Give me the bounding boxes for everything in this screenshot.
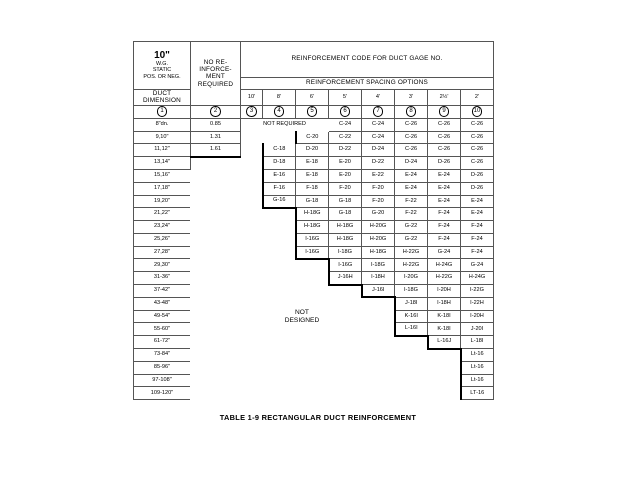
duct-dimension-cell: 37-42"	[134, 285, 191, 298]
reinforcement-code-cell: I-18H	[428, 297, 461, 310]
reinforcement-code-cell: G-18	[296, 195, 329, 208]
empty-cell	[362, 361, 395, 374]
duct-dimension-cell: 61-72"	[134, 336, 191, 349]
reinforcement-code-cell: G-24	[428, 246, 461, 259]
duct-dimension-cell: 17,18"	[134, 182, 191, 195]
empty-cell	[395, 361, 428, 374]
reinforcement-code-cell: K-18I	[428, 310, 461, 323]
reinforcement-code-cell: Lt-16	[461, 361, 494, 374]
reinforcement-code-cell: K-18I	[428, 323, 461, 336]
reinforcement-code-cell: C-26	[395, 118, 428, 131]
empty-cell	[241, 285, 263, 298]
reinforcement-code-cell: C-22	[329, 131, 362, 144]
empty-cell	[263, 285, 296, 298]
duct-dimension-cell: 13,14"	[134, 157, 191, 170]
reinforcement-code-cell: H-18G	[296, 221, 329, 234]
column-number-label: 3	[246, 106, 257, 117]
reinforcement-code-cell: J-16I	[362, 285, 395, 298]
table-row	[134, 361, 494, 374]
empty-cell	[329, 336, 362, 349]
reinforcement-code-cell: C-24	[362, 118, 395, 131]
column-number-label: 2	[210, 106, 221, 117]
reinforcement-code-cell: D-20	[296, 144, 329, 157]
empty-cell	[263, 361, 296, 374]
reinforcement-code-cell: C-26	[461, 144, 494, 157]
spacing-header: 8'	[263, 90, 296, 106]
static-line: POS. OR NEG.	[143, 73, 181, 80]
reinforcement-code-cell: D-26	[461, 169, 494, 182]
empty-cell	[296, 259, 329, 272]
reinforcement-code-cell: I-22G	[461, 285, 494, 298]
reinforcement-code-cell: H-18G	[329, 233, 362, 246]
reinforcement-code-cell: E-16	[263, 169, 296, 182]
table-row	[134, 131, 494, 144]
reinforcement-code-cell: H-24G	[461, 272, 494, 285]
empty-cell	[241, 374, 263, 387]
duct-dimension-cell: 19,20"	[134, 195, 191, 208]
duct-dimension-cell: 8"dn.	[134, 118, 191, 131]
reinforcement-code-cell: C-24	[329, 118, 362, 131]
no-reinforcement-cell: 0.85	[191, 118, 241, 131]
reinforcement-code-cell: G-20	[362, 208, 395, 221]
empty-cell	[428, 349, 461, 362]
reinforcement-code-cell: E-24	[395, 182, 428, 195]
reinforcement-code-cell: C-20	[296, 131, 329, 144]
duct-dimension-cell: 109-120"	[134, 387, 191, 400]
reinforcement-code-cell: K-16I	[395, 310, 428, 323]
empty-cell	[296, 374, 329, 387]
empty-cell	[263, 246, 296, 259]
reinforcement-code-cell: I-20H	[461, 310, 494, 323]
column-number-label: 4	[274, 106, 285, 117]
no-reinf-line: REQUIRED	[197, 80, 234, 88]
table-row	[134, 169, 494, 182]
empty-cell	[241, 336, 263, 349]
no-reinf-line: NO RE-	[203, 58, 228, 66]
reinforcement-code-cell: H-18G	[362, 246, 395, 259]
reinforcement-code-cell: H-22G	[395, 259, 428, 272]
reinforcement-code-cell: C-24	[362, 131, 395, 144]
spacing-header: 6'	[296, 90, 329, 106]
no-reinforcement-cell: 1.31	[191, 131, 241, 144]
reinforcement-code-cell: J-20I	[461, 323, 494, 336]
empty-cell	[263, 233, 296, 246]
empty-cell	[296, 387, 329, 400]
empty-cell	[362, 310, 395, 323]
pressure-value: 10"	[154, 50, 170, 62]
column-number	[461, 105, 494, 118]
empty-cell	[428, 387, 461, 400]
table-row	[134, 144, 494, 157]
no-reinforcement-header	[191, 42, 241, 106]
table-caption: TABLE 1-9 RECTANGULAR DUCT REINFORCEMENT	[219, 413, 417, 422]
reinforcement-code-cell: E-24	[428, 169, 461, 182]
reinforcement-code-cell: I-20G	[395, 272, 428, 285]
empty-cell	[241, 208, 263, 221]
empty-cell	[296, 272, 329, 285]
reinforcement-code-cell: C-26	[395, 131, 428, 144]
column-number	[329, 105, 362, 118]
reinforcement-code-cell: D-18	[263, 157, 296, 170]
empty-cell	[241, 221, 263, 234]
table-body	[134, 42, 494, 400]
reinforcement-code-cell: I-16G	[296, 233, 329, 246]
reinforcement-code-cell: F-22	[395, 195, 428, 208]
reinforcement-code-cell: F-24	[461, 246, 494, 259]
empty-region	[191, 157, 241, 400]
empty-cell	[362, 323, 395, 336]
column-number	[191, 105, 241, 118]
reinforcement-code-cell: L-16I	[395, 323, 428, 336]
reinforcement-code-cell: E-24	[428, 195, 461, 208]
table-row	[134, 118, 494, 131]
column-number	[296, 105, 329, 118]
table-row	[134, 208, 494, 221]
reinforcement-code-cell: L-18I	[461, 336, 494, 349]
duct-dimension-cell: 55-60"	[134, 323, 191, 336]
not-designed-label	[262, 309, 342, 325]
reinforcement-code-cell: G-22	[395, 221, 428, 234]
column-number-label: 1	[157, 106, 168, 117]
empty-cell	[296, 349, 329, 362]
reinforcement-code-cell: D-26	[428, 157, 461, 170]
reinforcement-code-cell: I-18G	[329, 246, 362, 259]
empty-cell	[263, 374, 296, 387]
no-reinf-line: MENT	[206, 73, 225, 81]
reinforcement-code-cell: H-18G	[296, 208, 329, 221]
empty-cell	[263, 387, 296, 400]
empty-cell	[428, 374, 461, 387]
column-number	[134, 105, 191, 118]
empty-cell	[263, 208, 296, 221]
reinforcement-code-cell: I-16G	[296, 246, 329, 259]
column-number-label: 10	[472, 106, 483, 117]
column-number-label: 8	[406, 106, 417, 117]
table-row	[134, 246, 494, 259]
reinforcement-code-cell: I-18G	[362, 259, 395, 272]
reinforcement-code-cell: F-20	[362, 195, 395, 208]
no-reinforcement-cell: 1.61	[191, 144, 241, 157]
reinforcement-code-cell: H-22G	[428, 272, 461, 285]
empty-cell	[241, 169, 263, 182]
table-row	[134, 336, 494, 349]
empty-cell	[296, 336, 329, 349]
empty-region	[241, 131, 296, 144]
static-line: STATIC	[152, 67, 172, 74]
empty-cell	[329, 361, 362, 374]
empty-cell	[241, 310, 263, 323]
empty-cell	[329, 285, 362, 298]
empty-cell	[362, 297, 395, 310]
empty-cell	[296, 285, 329, 298]
reinforcement-code-cell: F-24	[428, 221, 461, 234]
empty-cell	[241, 157, 263, 170]
duct-dimension-cell: 43-48"	[134, 297, 191, 310]
not-designed-line: DESIGNED	[284, 317, 320, 325]
pressure-header-cell	[134, 42, 191, 90]
column-number	[362, 105, 395, 118]
reinforcement-code-cell: H-24G	[428, 259, 461, 272]
duct-dimension-cell: 97-108"	[134, 374, 191, 387]
empty-cell	[329, 387, 362, 400]
table-row	[134, 259, 494, 272]
reinforcement-code-cell: E-24	[461, 208, 494, 221]
reinforcement-code-cell: H-18G	[329, 221, 362, 234]
dimension-line: DUCT	[152, 90, 172, 97]
table-row	[134, 195, 494, 208]
table-row	[134, 182, 494, 195]
reinforcement-code-cell: C-18	[263, 144, 296, 157]
reinforcement-code-cell: D-22	[329, 144, 362, 157]
table-row	[134, 272, 494, 285]
column-number-label: 7	[373, 106, 384, 117]
reinforcement-code-cell: Lt-16	[461, 349, 494, 362]
duct-dimension-cell: 25,26"	[134, 233, 191, 246]
table-row	[134, 233, 494, 246]
empty-cell	[362, 349, 395, 362]
reinforcement-code-cell: I-18G	[395, 285, 428, 298]
empty-cell	[241, 323, 263, 336]
empty-cell	[241, 195, 263, 208]
empty-cell	[241, 233, 263, 246]
reinforcement-code-cell: LT-16	[461, 387, 494, 400]
empty-cell	[241, 297, 263, 310]
spacing-header: 2'	[461, 90, 494, 106]
table-row	[134, 387, 494, 400]
duct-reinforcement-table	[133, 41, 494, 400]
empty-cell	[241, 272, 263, 285]
empty-region	[241, 144, 263, 157]
empty-cell	[241, 349, 263, 362]
empty-cell	[263, 349, 296, 362]
duct-dimension-cell: 15,16"	[134, 169, 191, 182]
reinforcement-code-cell: E-18	[296, 157, 329, 170]
reinforcement-code-cell: D-24	[395, 157, 428, 170]
reinforcement-code-cell: E-20	[329, 169, 362, 182]
reinforcement-code-cell: J-16H	[329, 272, 362, 285]
reinforcement-code-cell: G-24	[461, 259, 494, 272]
duct-dimension-cell: 11,12"	[134, 144, 191, 157]
column-number-label: 9	[439, 106, 450, 117]
table-row	[134, 157, 494, 170]
reinforcement-code-cell: F-24	[428, 208, 461, 221]
reinforcement-code-cell: H-22G	[395, 246, 428, 259]
table-row	[134, 285, 494, 298]
code-title: REINFORCEMENT CODE FOR DUCT GAGE NO.	[241, 42, 494, 78]
reinforcement-code-cell: G-16	[263, 195, 296, 208]
spacing-header: 2½'	[428, 90, 461, 106]
spacing-title: REINFORCEMENT SPACING OPTIONS	[241, 78, 494, 90]
duct-dimension-cell: 9,10"	[134, 131, 191, 144]
spacing-header: 5'	[329, 90, 362, 106]
dimension-header	[134, 90, 191, 106]
duct-dimension-cell: 31-36"	[134, 272, 191, 285]
table-row	[134, 374, 494, 387]
spacing-header: 4'	[362, 90, 395, 106]
reinforcement-code-cell: C-26	[461, 118, 494, 131]
not-required-note: NOT REQUIRED	[263, 120, 306, 127]
empty-cell	[395, 349, 428, 362]
column-number-label: 6	[340, 106, 351, 117]
empty-cell	[241, 361, 263, 374]
duct-dimension-cell: 73-84"	[134, 349, 191, 362]
reinforcement-code-cell: E-24	[428, 182, 461, 195]
reinforcement-code-cell: C-26	[461, 131, 494, 144]
empty-cell	[263, 259, 296, 272]
empty-cell	[395, 336, 428, 349]
spacing-header: 10'	[241, 90, 263, 106]
reinforcement-code-cell: D-22	[362, 157, 395, 170]
empty-cell	[362, 374, 395, 387]
empty-cell	[362, 336, 395, 349]
reinforcement-code-cell: F-24	[428, 233, 461, 246]
reinforcement-code-cell: F-24	[461, 233, 494, 246]
empty-cell	[329, 349, 362, 362]
dimension-line: DIMENSION	[142, 97, 182, 105]
reinforcement-code-cell: E-24	[461, 195, 494, 208]
empty-cell	[241, 259, 263, 272]
duct-dimension-cell: 27,28"	[134, 246, 191, 259]
reinforcement-code-cell: G-18	[329, 195, 362, 208]
not-designed-line: NOT	[295, 309, 309, 316]
column-number-label: 5	[307, 106, 318, 117]
empty-cell	[241, 387, 263, 400]
duct-dimension-cell: 49-54"	[134, 310, 191, 323]
reinforcement-code-cell: H-20G	[362, 221, 395, 234]
reinforcement-code-cell: E-18	[296, 169, 329, 182]
reinforcement-code-cell: J-18I	[395, 297, 428, 310]
reinforcement-code-cell: C-26	[395, 144, 428, 157]
reinforcement-code-cell: G-22	[395, 233, 428, 246]
reinforcement-code-cell: L-16J	[428, 336, 461, 349]
empty-cell	[329, 374, 362, 387]
reinforcement-code-cell: F-20	[362, 182, 395, 195]
reinforcement-code-cell: F-20	[329, 182, 362, 195]
column-number	[263, 105, 296, 118]
no-reinf-line: INFORCE-	[199, 66, 232, 73]
spacing-header: 3'	[395, 90, 428, 106]
reinforcement-code-cell: E-20	[329, 157, 362, 170]
reinforcement-code-cell: F-22	[395, 208, 428, 221]
column-number	[428, 105, 461, 118]
reinforcement-code-cell: F-18	[296, 182, 329, 195]
reinforcement-code-cell: I-22H	[461, 297, 494, 310]
reinforcement-code-cell: C-26	[461, 157, 494, 170]
reinforcement-code-cell: G-18	[329, 208, 362, 221]
empty-cell	[395, 374, 428, 387]
empty-cell	[263, 221, 296, 234]
reinforcement-code-cell: D-26	[461, 182, 494, 195]
reinforcement-code-cell: I-16G	[329, 259, 362, 272]
duct-dimension-cell: 23,24"	[134, 221, 191, 234]
reinforcement-code-cell: C-26	[428, 131, 461, 144]
column-number	[241, 105, 263, 118]
reinforcement-code-cell: E-22	[362, 169, 395, 182]
empty-cell	[428, 361, 461, 374]
reinforcement-code-cell: F-24	[461, 221, 494, 234]
reinforcement-code-cell: H-20G	[362, 233, 395, 246]
table-row	[134, 221, 494, 234]
empty-cell	[241, 246, 263, 259]
empty-cell	[296, 361, 329, 374]
empty-cell	[395, 387, 428, 400]
reinforcement-code-cell: C-26	[428, 118, 461, 131]
duct-dimension-cell: 85-96"	[134, 361, 191, 374]
reinforcement-code-cell: C-26	[428, 144, 461, 157]
reinforcement-code-cell: I-18H	[362, 272, 395, 285]
table-row	[134, 349, 494, 362]
reinforcement-code-cell: F-16	[263, 182, 296, 195]
reinforcement-code-cell: Lt-16	[461, 374, 494, 387]
empty-cell	[263, 336, 296, 349]
reinforcement-code-cell: D-24	[362, 144, 395, 157]
static-line: W.G.	[156, 61, 168, 68]
reinforcement-code-cell: I-20H	[428, 285, 461, 298]
column-number	[395, 105, 428, 118]
duct-dimension-cell: 21,22"	[134, 208, 191, 221]
empty-cell	[241, 182, 263, 195]
empty-cell	[263, 272, 296, 285]
duct-dimension-cell: 29,30"	[134, 259, 191, 272]
empty-cell	[362, 387, 395, 400]
reinforcement-code-cell: E-24	[395, 169, 428, 182]
